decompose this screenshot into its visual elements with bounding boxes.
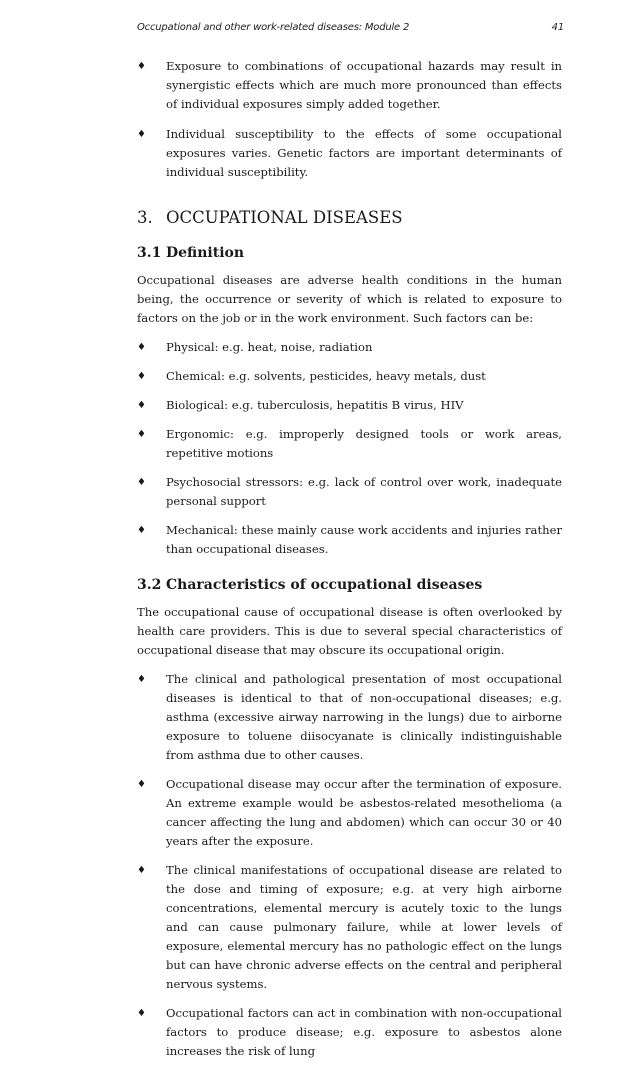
list-item: ♦ The clinical and pathological presentation of most occupational diseases is identical to that of non-occupational diseases; e.g. asthma (excessive airway narrowing in the lungs) due to airborne exposure to toluene diisocyanate is clinically indistinguishable from asthma due to other causes. bbox=[137, 672, 562, 762]
characteristics-bullet-list bbox=[137, 670, 562, 1061]
subsection-heading-definition bbox=[137, 244, 562, 263]
running-header bbox=[137, 22, 564, 33]
subsection-number: 3.2 bbox=[137, 577, 162, 593]
diamond-bullet-icon: ♦ bbox=[137, 525, 146, 536]
subsection-number: 3.1 bbox=[137, 245, 162, 261]
diamond-bullet-icon: ♦ bbox=[137, 371, 146, 382]
list-item: ♦ Occupational disease may occur after the termination of exposure. An extreme example would be asbestos-related mesothelioma (a cancer affecting the lung and abdomen) which can occur 30 or 40 years after the exposure. bbox=[137, 777, 562, 848]
page-number: 41 bbox=[551, 22, 564, 33]
section-title: OCCUPATIONAL DISEASES bbox=[166, 208, 403, 227]
header-title: Occupational and other work-related diseases: Module 2 bbox=[137, 22, 410, 33]
diamond-bullet-icon: ♦ bbox=[137, 61, 146, 72]
page-content bbox=[137, 57, 562, 1071]
list-item: ♦ Mechanical: these mainly cause work accidents and injuries rather than occupational diseases. bbox=[137, 523, 562, 556]
list-item: ♦ Occupational factors can act in combination with non-occupational factors to produce disease; e.g. exposure to asbestos alone increases the risk of lung bbox=[137, 1006, 562, 1058]
list-item: ♦ The clinical manifestations of occupational disease are related to the dose and timing of exposure; e.g. at very high airborne concentrations, elemental mercury is acutely toxic to the lungs and can cause pulmonary failure, while at lower levels of exposure, elemental mercury has no pathologic effect on the lungs but can have chronic adverse effects on the central and peripheral nervous systems. bbox=[137, 863, 562, 991]
list-item: ♦ Individual susceptibility to the effects of some occupational exposures varies. Genetic factors are important determinants of individual susceptibility. bbox=[137, 127, 562, 179]
section-heading bbox=[137, 208, 562, 227]
diamond-bullet-icon: ♦ bbox=[137, 477, 146, 488]
list-item: ♦ Chemical: e.g. solvents, pesticides, heavy metals, dust bbox=[137, 367, 562, 386]
subsection-title: Definition bbox=[166, 245, 245, 261]
subsection-title: Characteristics of occupational diseases bbox=[166, 577, 483, 593]
list-item: ♦ Biological: e.g. tuberculosis, hepatitis B virus, HIV bbox=[137, 396, 562, 415]
characteristics-paragraph: The occupational cause of occupational disease is often overlooked by health care providers. This is due to several special characteristics of occupational disease that may obscure its occupational origin. bbox=[137, 605, 562, 657]
list-item: ♦ Ergonomic: e.g. improperly designed tools or work areas, repetitive motions bbox=[137, 427, 562, 460]
factor-bullet-list bbox=[137, 338, 562, 559]
diamond-bullet-icon: ♦ bbox=[137, 1008, 146, 1019]
diamond-bullet-icon: ♦ bbox=[137, 779, 146, 790]
section-number: 3. bbox=[137, 208, 153, 227]
list-item: ♦ Psychosocial stressors: e.g. lack of control over work, inadequate personal support bbox=[137, 475, 562, 508]
list-item: ♦ Exposure to combinations of occupational hazards may result in synergistic effects which are much more pronounced than effects of individual exposures simply added together. bbox=[137, 59, 562, 111]
diamond-bullet-icon: ♦ bbox=[137, 429, 146, 440]
intro-bullet-list bbox=[137, 57, 562, 182]
diamond-bullet-icon: ♦ bbox=[137, 129, 146, 140]
definition-paragraph: Occupational diseases are adverse health conditions in the human being, the occurrence or severity of which is related to exposure to factors on the job or in the work environment. Such factors can be: bbox=[137, 273, 562, 325]
diamond-bullet-icon: ♦ bbox=[137, 342, 146, 353]
list-item: ♦ Physical: e.g. heat, noise, radiation bbox=[137, 338, 562, 357]
subsection-heading-characteristics bbox=[137, 576, 562, 595]
diamond-bullet-icon: ♦ bbox=[137, 674, 146, 685]
diamond-bullet-icon: ♦ bbox=[137, 400, 146, 411]
diamond-bullet-icon: ♦ bbox=[137, 865, 146, 876]
